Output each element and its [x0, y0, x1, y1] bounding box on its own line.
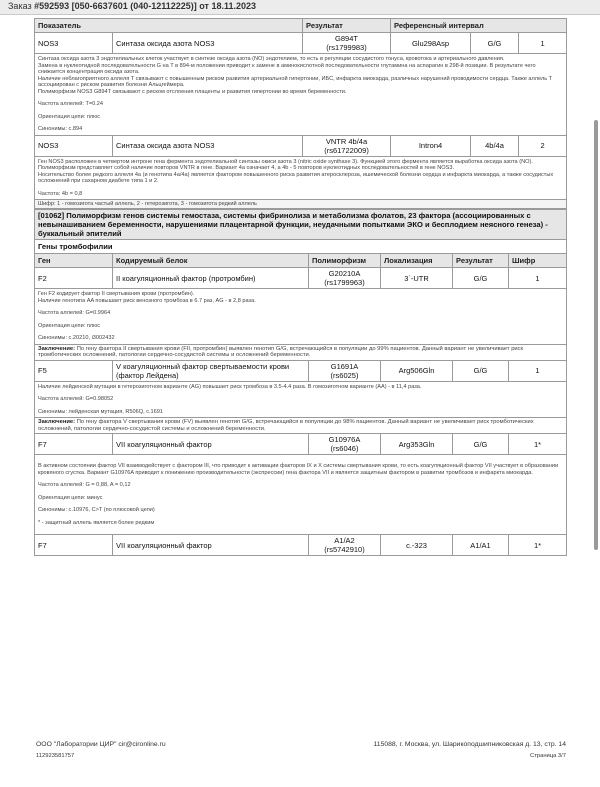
- cipher-value: 1*: [509, 535, 567, 556]
- header-gene: Ген: [35, 254, 113, 268]
- localization-value: 3`-UTR: [381, 268, 453, 289]
- header-polymorphism: Полиморфизм: [309, 254, 381, 268]
- synonyms: Синонимы: лейденская мутация, R506Q, c.1691: [38, 408, 163, 415]
- note-line: Наличие лейденской мутации в гетерозиготном варианте (AG) повышает риск тромбоза в 3.5-4.4 раза. В гомозиготном варианте (AA) - в 11,4 раза.: [38, 383, 422, 390]
- section-title: [01062] Полиморфизм генов системы гемостаза, системы фибринолиза и метаболизма фолатов, 23 фактора (ассоциированных с невынашиванием беременности, нарушениями плацентарной функции, неудачными попытками ЭКО и бесплодием неясного генеза) - буккальный эпителий: [35, 210, 567, 240]
- table-row: [35, 33, 567, 54]
- note-line: Носительство более редкого аллеля 4а (и генотипа 4а/4а) является фактором повышенного риска развития атеросклероза, ишемической болезни сердца и инфаркта миокарда, а также сосудистых осложнений при сахарном диабете типа 1 и 2.: [38, 171, 554, 184]
- indicator-code: NOS3: [35, 33, 113, 54]
- section-subtitle: Гены тромбофилии: [35, 240, 567, 254]
- polymorphism-rs: (rs6046): [330, 444, 359, 454]
- gene-description: [35, 381, 567, 418]
- page-header: [0, 0, 600, 15]
- genotype-value: G/G: [471, 33, 519, 54]
- header-indicator: Показатель: [35, 19, 303, 33]
- conclusion: [35, 344, 567, 360]
- gene-description: [35, 156, 567, 200]
- result-cell: [303, 135, 391, 156]
- genotype-value: 4b/4a: [471, 135, 519, 156]
- gene-description: [35, 54, 567, 136]
- localization-value: Arg353Gln: [381, 434, 453, 455]
- note-line: В активном состоянии фактор VII взаимодействует с фактором III, что приводит к активации факторов IX и X системы свертывания крови, то есть коагуляционный фактор VII участвует в образовании кровяного сгустка. Вариант G10976A приводит к понижению производительности (экспрессии) гена фактора VII и является защитным фактором в развитии тромбозов и инфаркта миокарда.: [38, 463, 559, 476]
- strand-orientation: Ориентация цепи: плюс: [38, 322, 101, 329]
- conclusion-text: По гену фактора V свертывания крови (FV) выявлен генотип G/G, встречающийся в популяции до 98% пациентов. Данный вариант не увеличивает риск тромботических осложнений, патологии сердечно-сосудистой системы и осложнений беременности.: [38, 419, 534, 432]
- report-content: [34, 18, 566, 556]
- conclusion: [35, 418, 567, 434]
- conclusion-label: Заключение:: [38, 345, 76, 352]
- result-value: G/G: [453, 360, 509, 381]
- lab-address: 115088, г. Москва, ул. Шарикоподшипниковская д. 13, стр. 14: [373, 741, 566, 748]
- indicator-name: Синтаза оксида азота NOS3: [113, 33, 303, 54]
- gene-name: F7: [35, 434, 113, 455]
- note-line: Полиморфизм представляет собой наличие повторов VNTR в гене. Вариант 4а означает 4, а 4b - 5 повторов нуклеотидных последовательностей в гене NOS3.: [38, 165, 455, 171]
- header-reference: Референсный интервал: [391, 19, 567, 33]
- header-protein: Кодируемый белок: [113, 254, 309, 268]
- gene-name: F7: [35, 535, 113, 556]
- localization-value: c.-323: [381, 535, 453, 556]
- polymorphism-cell: [309, 360, 381, 381]
- cipher-value: 1: [519, 33, 567, 54]
- result-rs: (rs1799983): [326, 43, 367, 52]
- note-line: Наличие неблагоприятного аллеля T связывают с повышенным риском развития артериальной гипертонии, ИБС, инфаркта миокарда, различных нарушений проводимости сердца. Также аллель T ассоциирован с риском развития болезни Альцгеймера.: [38, 75, 552, 88]
- cipher-legend: Шифр: 1 - гомозигота частый аллель, 2 - гетерозигота, 3 - гомозигота редкий аллель: [35, 200, 567, 209]
- note-line: Ген NOS3 расположен в четвертом интроне гена фермента эндотелиальной синтазы окиси азота 3 (nitric oxide synthase 3). Функцией этого фермента является выработка оксида азота (NO).: [38, 158, 533, 165]
- protein-name: VII коагуляционный фактор: [113, 535, 309, 556]
- note-line: Наличие генотипа AA повышает риск венозного тромбоза в 6.7 раз, AG - в 2,8 раза.: [38, 297, 256, 304]
- note-line: Замена в нуклеотидной последовательности G на T в 894-м положении приводит к замене в аминокислотной последовательности глутамина на аспарагин в 298-й позиции. В результате чего снижается концентрация оксида азота.: [38, 62, 536, 75]
- note-line: Полиморфизм NOS3 G894T связывают с риском отслоения плаценты и развития гипертонии во время беременности.: [38, 88, 347, 95]
- polymorphism-rs: (rs6025): [330, 370, 359, 380]
- cipher-value: 1*: [509, 434, 567, 455]
- polymorphism-cell: [309, 268, 381, 289]
- cipher-value: 1: [509, 360, 567, 381]
- allele-frequency: Частота аллелей: G = 0,88, A = 0,12: [38, 482, 131, 489]
- result-cell: [303, 33, 391, 54]
- table-row: [35, 135, 567, 156]
- allele-frequency: Частота: 4b = 0,8: [38, 190, 83, 197]
- protective-allele-note: * - защитный аллель является более редким: [38, 519, 155, 526]
- gene-name: F2: [35, 268, 113, 289]
- synonyms: Синонимы: c.10976, C>T (по плюсовой цепи): [38, 507, 155, 514]
- result-rs: (rs61722009): [324, 145, 369, 155]
- note-line: Ген F2 кодирует фактор II свертывания крови (протромбин).: [38, 291, 195, 297]
- result-value: VNTR 4b/4a: [325, 136, 368, 146]
- localization-value: Arg506Gln: [381, 360, 453, 381]
- order-info: #592593 [050-6637601 (040-12112225)] от 18.11.2023: [34, 1, 256, 11]
- conclusion-text: По гену фактора II свертывания крови (FII, протромбин) выявлен генотип G/G, встречающийся в популяции до 99% пациентов. Данный вариант не увеличивает риск тромботических осложнений, патологии сердечно-сосудистой системы и осложнений беременности.: [38, 345, 524, 359]
- reference-value: Glu298Asp: [391, 33, 471, 54]
- polymorphism-cell: [309, 535, 381, 556]
- protein-name: II коагуляционный фактор (протромбин): [113, 268, 309, 289]
- strand-orientation: Ориентация цепи: минус: [38, 494, 103, 501]
- allele-frequency: Частота аллелей: T=0.24: [38, 101, 104, 107]
- protein-name: VII коагуляционный фактор: [113, 434, 309, 455]
- gene-name: F5: [35, 360, 113, 381]
- thrombophilia-table: [34, 209, 567, 556]
- polymorphism-rs: (rs1799963): [324, 278, 365, 287]
- strand-orientation: Ориентация цепи: плюс: [38, 113, 101, 120]
- document-id: 112923581757: [36, 753, 75, 759]
- order-header: [8, 1, 256, 11]
- allele-frequency: Частота аллелей: G=0.9964: [38, 310, 111, 316]
- polymorphism-value: G1691A: [330, 361, 359, 371]
- result-value: G894T: [335, 34, 358, 43]
- table-row: [35, 535, 567, 556]
- result-value: G/G: [453, 268, 509, 289]
- order-label: Заказ: [8, 1, 32, 11]
- page-number: Страница 3/7: [530, 753, 566, 759]
- header-localization: Локализация: [381, 254, 453, 268]
- polymorphism-cell: [309, 434, 381, 455]
- allele-frequency: Частота аллелей: G=0.98052: [38, 396, 114, 403]
- table-row: [35, 434, 567, 455]
- polymorphism-value: G10976A: [328, 435, 361, 445]
- synonyms: Синонимы: c.894: [38, 126, 83, 132]
- header-result: Результат: [453, 254, 509, 268]
- result-value: A1/A1: [453, 535, 509, 556]
- table-row: [35, 268, 567, 289]
- indicator-name: Синтаза оксида азота NOS3: [113, 135, 303, 156]
- scrollbar[interactable]: [594, 120, 598, 550]
- table-row: [35, 360, 567, 381]
- result-value: G/G: [453, 434, 509, 455]
- indicator-code: NOS3: [35, 135, 113, 156]
- note-line: Синтаза оксида азота 3 эндотелиальных клеток участвует в синтезе оксида азота (NO) эндотелием, то есть в регуляции сосудистого тонуса, кровотока и артериального давления.: [38, 56, 505, 62]
- reference-value: Intron4: [391, 135, 471, 156]
- polymorphism-value: A1/A2: [334, 536, 355, 546]
- gene-description: [35, 455, 567, 535]
- gene-description: [35, 289, 567, 345]
- header-result: Результат: [303, 19, 391, 33]
- lab-contact: ООО "Лаборатории ЦИР" cir@cironline.ru: [36, 741, 166, 748]
- header-cipher: Шифр: [509, 254, 567, 268]
- polymorphism-rs: (rs5742910): [324, 545, 365, 555]
- conclusion-label: Заключение:: [38, 419, 76, 426]
- polymorphism-value: G20210A: [328, 269, 361, 278]
- cipher-value: 2: [519, 135, 567, 156]
- cipher-value: 1: [509, 268, 567, 289]
- indicators-table: [34, 18, 567, 209]
- synonyms: Синонимы: c.20210, i3002432: [38, 335, 115, 341]
- protein-name: V коагуляционный фактор свертываемости крови (фактор Лейдена): [113, 360, 309, 381]
